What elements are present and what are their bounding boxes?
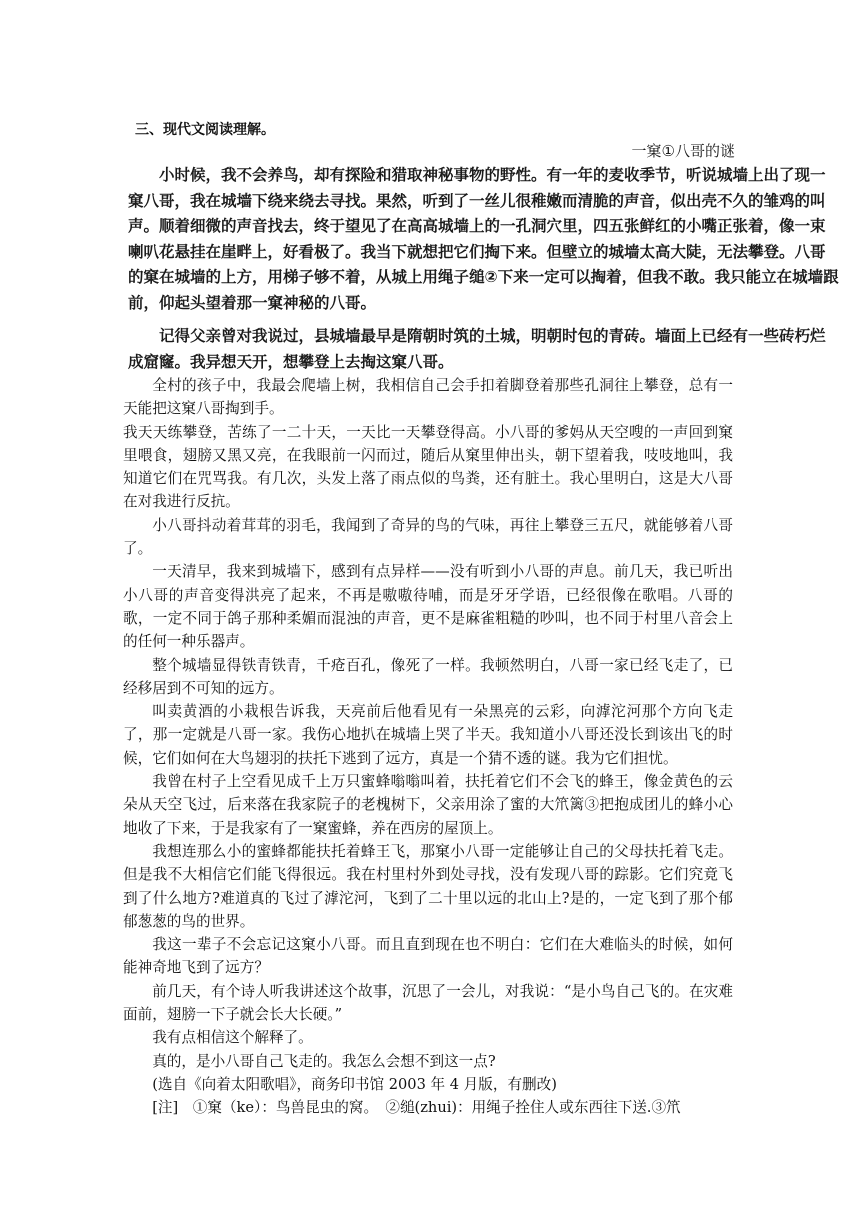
article-paragraph: 整个城墙显得铁青铁青，千疮百孔，像死了一样。我顿然明白，八哥一家已经飞走了，已经移居到不可知的远方。 [123, 656, 733, 697]
excerpt-paragraph: 小时候，我不会养鸟，却有探险和猎取神秘事物的野性。有一年的麦收季节，听说城墙上出了现一窠八哥，我在城墙下绕来绕去寻找。果然，听到了一丝儿很稚嫩而清脆的声音，似出壳不久的雏鸡的叫声。顺着细微的声音找去，终于望见了在高高城墙上的一孔洞穴里，四五张鲜红的小嘴正张着，像一束喇叭花悬挂在崖畔上，好看极了。我当下就想把它们掏下来。但壁立的城墙太高大陡，无法攀登。八哥的窠在城墙的上方，用梯子够不着，从城上用绳子缒②下来一定可以掏着，但我不敢。我只能立在城墙跟前，仰起头望着那一窠神秘的八哥。 [128, 166, 839, 312]
excerpt-paragraph: 记得父亲曾对我说过，县城墙最早是隋朝时筑的土城，明朝时包的青砖。墙面上已经有一些砖朽烂成窟窿。我异想天开，想攀登上去掏这窠八哥。 [128, 327, 826, 371]
article-paragraph: 一天清早，我来到城墙下，感到有点异样——没有听到小八哥的声息。前几天，我已听出小八哥的声音变得洪亮了起来，不再是嗷嗷待哺，而是牙牙学语，已经很像在歌唱。八哥的歌，一定不同于鸽子那种柔媚而混浊的声音，更不是麻雀粗糙的吵叫，也不同于村里八音会上的任何一种乐器声。 [123, 563, 733, 651]
article-paragraph: 全村的孩子中，我最会爬墙上树，我相信自己会手扣着脚登着那些孔洞往上攀登，总有一天能把这窠八哥掏到手。 [123, 377, 733, 418]
article-paragraph: 我天天练攀登，苦练了一二十天，一天比一天攀登得高。小八哥的爹妈从天空嗖的一声回到窠里喂食，翅膀又黑又亮，在我眼前一闪而过，随后从窠里伸出头，朝下望着我，吱吱地叫，我知道它们在咒骂我。有几次，头发上落了雨点似的鸟粪，还有脏土。我心里明白，这是大八哥在对我进行反抗。 [123, 423, 733, 511]
article-paragraph: 小八哥抖动着茸茸的羽毛，我闻到了奇异的鸟的气味，再往上攀登三五尺，就能够着八哥了。 [123, 516, 733, 558]
footnote: [注] ①窠（ke）：鸟兽昆虫的窝。 ②缒(zhui)：用绳子拴住人或东西往下送.③笊 [152, 1099, 681, 1117]
article-paragraph: 前几天，有个诗人听我讲述这个故事，沉思了一会儿，对我说：“是小鸟自己飞的。在灾难面前，翅膀一下子就会长大长硬。” [123, 982, 733, 1024]
excerpt-title: 一窠①八哥的谜 [631, 142, 735, 160]
article-paragraph: 叫卖黄酒的小栽根告诉我，天亮前后他看见有一朵黑亮的云彩，向滹沱河那个方向飞走了，那一定就是八哥一家。我伤心地扒在城墙上哭了半天。我知道小八哥还没长到该出飞的时候，它们如何在大鸟翅羽的扶托下逃到了远方，真是一个猜不透的谜。我为它们担忧。 [123, 703, 733, 767]
section-heading: 三、现代文阅读理解。 [135, 122, 275, 138]
scanned-excerpt [128, 140, 840, 375]
article-body [123, 374, 733, 1120]
article-paragraph: 真的，是小八哥自己飞走的。我怎么会想不到这一点? [152, 1052, 496, 1070]
article-paragraph: 我曾在村子上空看见成千上万只蜜蜂嗡嗡叫着，扶托着它们不会飞的蜂王，像金黄色的云朵从天空飞过，后来落在我家院子的老槐树下，父亲用涂了蜜的大笊篱③把抱成团儿的蜂小心地收了下来，于是我家有了一窠蜜蜂，养在西房的屋顶上。 [123, 773, 733, 837]
source-citation: (选自《向着太阳歌唱》，商务印书馆 2003 年 4 月版，有删改) [152, 1075, 557, 1093]
article-paragraph: 我想连那么小的蜜蜂都能扶托着蜂王飞，那窠小八哥一定能够让自己的父母扶托着飞走。但是我不大相信它们能飞得很远。我在村里村外到处寻找，没有发现八哥的踪影。它们究竟飞到了什么地方?难道真的飞过了滹沱河，飞到了二十里以远的北山上?是的，一定飞到了那个郁郁葱葱的鸟的世界。 [123, 842, 733, 930]
article-paragraph: 我这一辈子不会忘记这窠小八哥。而且直到现在也不明白：它们在大难临头的时候，如何能神奇地飞到了远方？ [123, 936, 733, 977]
article-paragraph: 我有点相信这个解释了。 [152, 1029, 313, 1047]
